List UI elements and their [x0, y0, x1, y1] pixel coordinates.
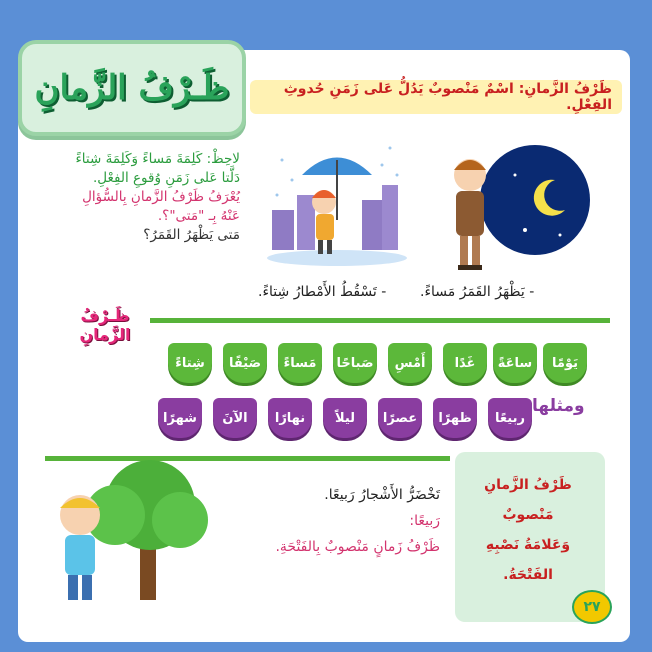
note-line-2: دَلَّتا عَلى زَمَنِ وُقوعِ الفِعْلِ. [92, 170, 240, 186]
green-word-chip: ساعَةً [493, 343, 537, 383]
purple-word-chip: ليلاً [323, 398, 367, 438]
green-word-chip: مَساءً [278, 343, 322, 383]
example-rain: - تَسْقُطُ الأَمْطارُ شِتاءً. [258, 284, 387, 300]
note-block [60, 150, 240, 245]
rule-line-4: الفَتْحَةُ. [503, 567, 553, 583]
tree-boy-illustration [40, 450, 210, 610]
note-line-1: لاحِظْ: كَلِمَةَ مَساءً وَكَلِمَةَ شِتاءً [75, 151, 240, 167]
rule-text [460, 470, 596, 590]
definition-bar [250, 80, 622, 114]
mithluha-label: ومثلها [532, 396, 585, 416]
green-word-chip: شِتاءً [168, 343, 212, 383]
note-line-4: عَنْهُ بِـ "مَتى"؟. [157, 208, 240, 224]
page-title: ظَـرْفُ الزَّمانِ [34, 68, 230, 108]
example-moon: - يَظْهَرُ القَمَرُ مَساءً. [420, 284, 535, 300]
green-word-chip: أَمْسِ [388, 343, 432, 383]
subtitle: ظَـرْفُ الزَّمانِ [79, 306, 131, 344]
section-rule-top [150, 318, 610, 323]
green-word-chip: غَدًا [443, 343, 487, 383]
example2-word: رَبيعًا: [409, 513, 440, 529]
green-word-chip: صَيْفًا [223, 343, 267, 383]
purple-word-chip: نهارًا [268, 398, 312, 438]
rule-line-1: ظَرْفُ الزَّمانِ [484, 477, 572, 493]
purple-word-chip: ربيعًا [488, 398, 532, 438]
definition-text: ظَرْفُ الزَّمانِ: اسْمٌ مَنْصوبٌ يَدُلُّ عَلى زَمَنِ حُدوثِ الفِعْلِ. [283, 81, 612, 113]
rain-girl-illustration [262, 140, 412, 275]
purple-word-chip: عصرًا [378, 398, 422, 438]
example2-sentence: تَخْضَرُّ الأَشْجارُ رَبيعًا. [324, 487, 440, 503]
note-line-3: يُعْرَفُ ظَرْفُ الزَّمانِ بِالسُّؤالِ [82, 189, 240, 205]
example2-block [210, 482, 440, 560]
rule-line-3: وَعَلامَةُ نَصْبِهِ [485, 537, 571, 553]
purple-word-chip: الآنَ [213, 398, 257, 438]
title-box [18, 40, 246, 136]
green-word-chip: صَباحًا [333, 343, 377, 383]
example2-analysis: ظَرْفُ زَمانٍ مَنْصوبٌ بِالفَتْحَةِ. [275, 539, 440, 555]
purple-word-chip: ظهرًا [433, 398, 477, 438]
moon-boy-illustration [430, 135, 590, 285]
page-number: ٢٧ [572, 590, 612, 624]
note-question: مَتى يَظْهَرُ القَمَرُ؟ [143, 227, 240, 243]
rule-line-2: مَنْصوبٌ [502, 507, 554, 523]
green-word-chip: يَوْمًا [543, 343, 587, 383]
purple-word-chip: شهرًا [158, 398, 202, 438]
